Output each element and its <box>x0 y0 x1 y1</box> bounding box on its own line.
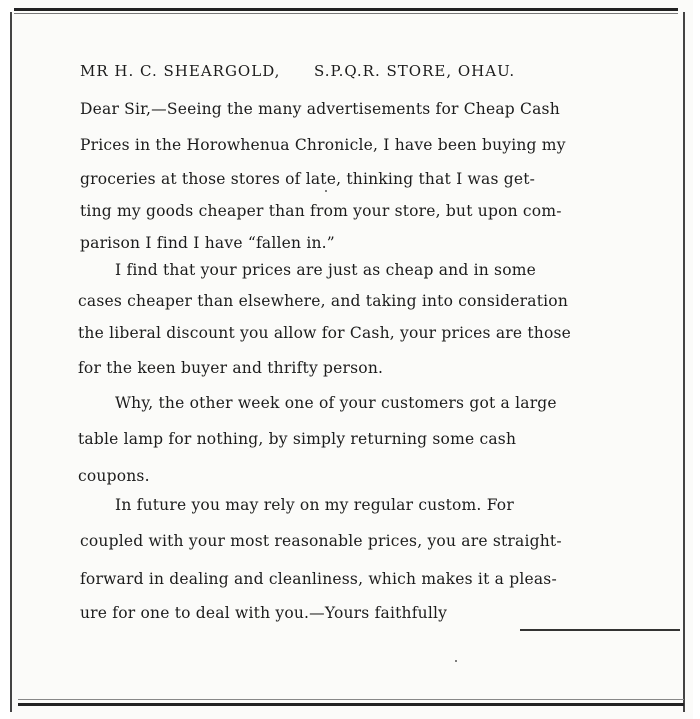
bottom-rule-thin <box>18 699 684 700</box>
paragraph-2-line-2: cases cheaper than elsewhere, and taking into consideration <box>78 292 569 310</box>
paragraph-4-line-4: ure for one to deal with you.—Yours faithfully <box>80 604 448 622</box>
paragraph-1-line-5: parison I find I have “fallen in.” <box>80 234 335 252</box>
paragraph-1-line-4: ting my goods cheaper than from your store, but upon com- <box>80 202 562 220</box>
print-speck <box>325 190 327 192</box>
right-border <box>683 12 685 712</box>
paragraph-3-line-1: Why, the other week one of your customers got a large <box>115 394 557 412</box>
paragraph-3-line-2: table lamp for nothing, by simply returning some cash <box>78 430 517 448</box>
paragraph-1-line-1: Dear Sir,—Seeing the many advertisements for Cheap Cash <box>80 100 560 118</box>
paragraph-4-line-1: In future you may rely on my regular custom. For <box>115 496 514 514</box>
paragraph-2-line-4: for the keen buyer and thrifty person. <box>78 359 384 377</box>
paragraph-4-line-3: forward in dealing and cleanliness, which makes it a pleas- <box>80 570 557 588</box>
left-border <box>10 12 12 712</box>
paragraph-4-line-2: coupled with your most reasonable prices, you are straight- <box>80 532 562 550</box>
addressee-name: MR H. C. SHEARGOLD, <box>80 62 281 80</box>
paragraph-1-line-3: groceries at those stores of late, thinking that I was get- <box>80 170 536 188</box>
bottom-rule <box>18 703 684 706</box>
letter-heading <box>80 62 515 80</box>
top-rule-thin <box>14 13 678 14</box>
paragraph-2-line-3: the liberal discount you allow for Cash, your prices are those <box>78 324 572 342</box>
paragraph-1-line-2: Prices in the Horowhenua Chronicle, I have been buying my <box>80 136 566 154</box>
print-speck <box>455 660 457 662</box>
top-rule <box>14 8 678 11</box>
store-name: S.P.Q.R. STORE, OHAU. <box>314 62 516 80</box>
signature-line <box>520 629 680 631</box>
paragraph-3-line-3: coupons. <box>78 467 150 485</box>
paragraph-2-line-1: I find that your prices are just as cheap and in some <box>115 261 537 279</box>
